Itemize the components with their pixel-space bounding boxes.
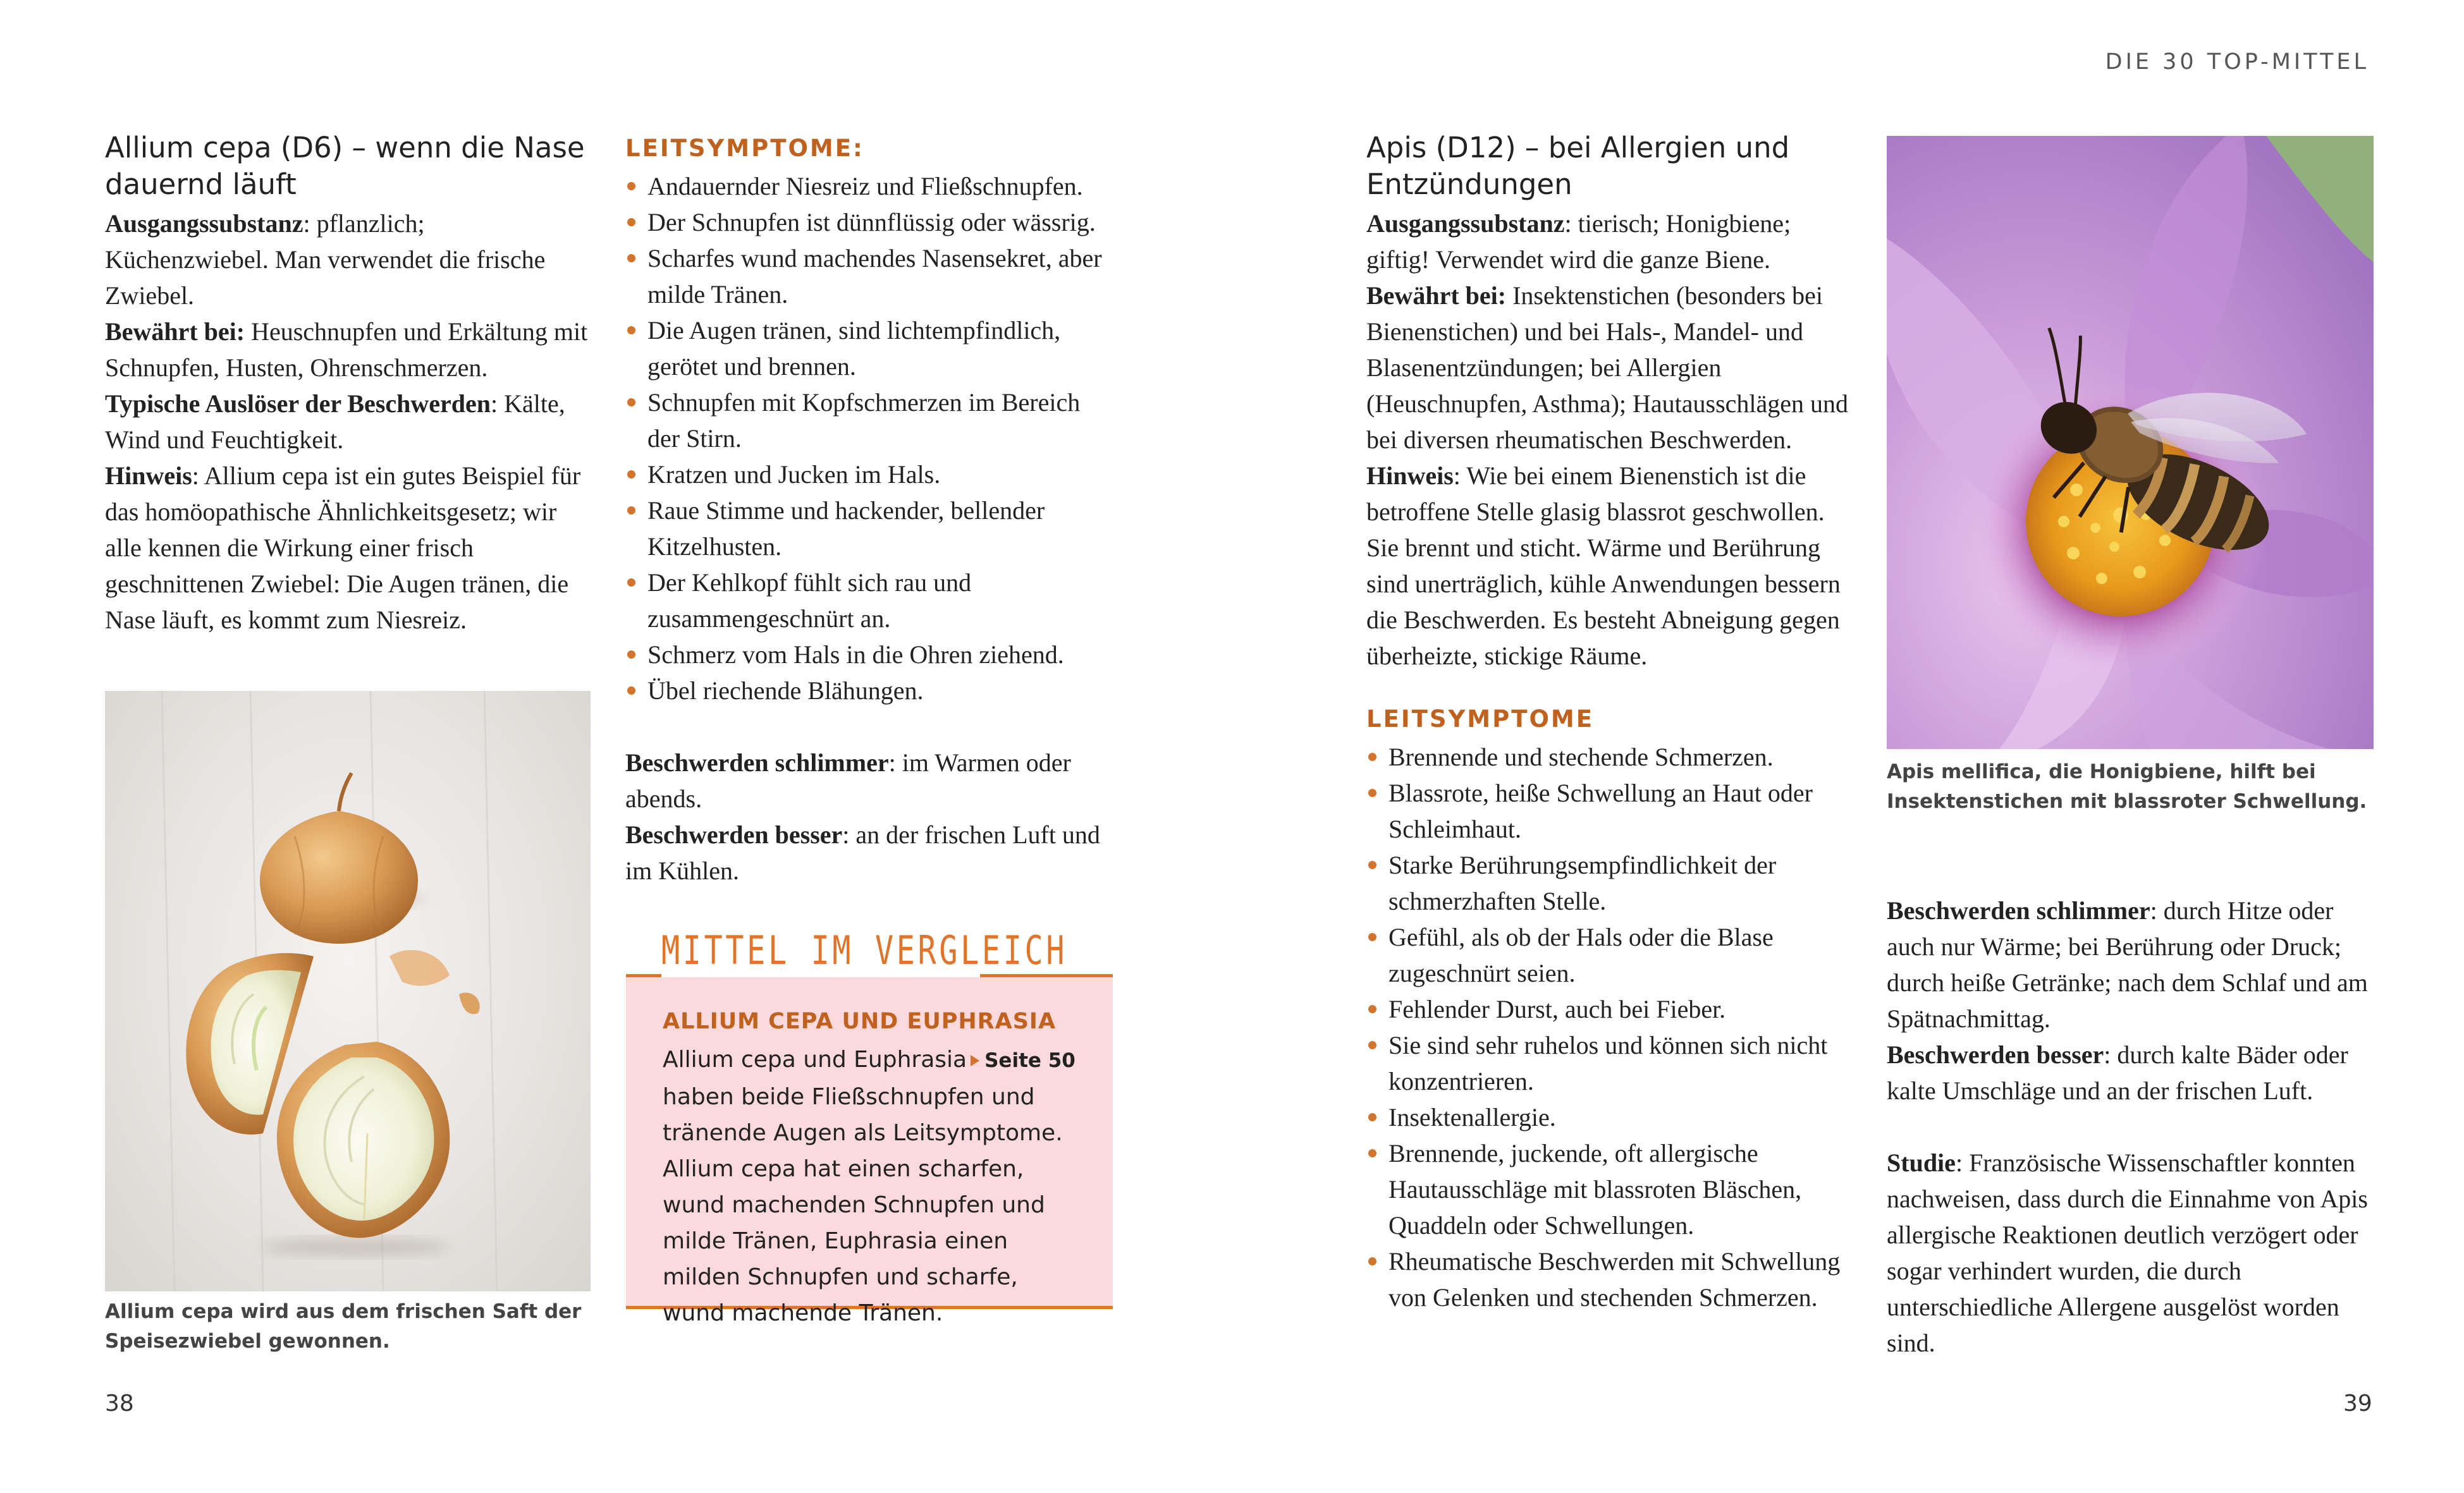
text-hinweis: Allium cepa ist ein gutes Beispiel für das homöopathische Ähnlichkeitsgesetz; wir alle kennen die Wirkung einer frisch geschnittenen Zwiebel: Die Augen tränen, die Nase läuft, es kommt zum Niesreiz. <box>105 461 581 634</box>
onion-illustration <box>105 691 591 1291</box>
text-substance: pflanzlich; Küchenzwiebel. Man verwendet die frische Zwiebel. <box>105 209 546 310</box>
text-bewaehrt: Heuschnupfen und Erkältung mit Schnupfen, Husten, Ohrenschmerzen. <box>105 317 588 382</box>
list-item: Rheumatische Beschwerden mit Schwellung von Gelenken und stechenden Schmerzen. <box>1366 1243 1860 1315</box>
leitsymptome-title-allium: LEITSYMPTOME: <box>625 135 864 162</box>
arrow-right-icon <box>971 1055 979 1066</box>
comparison-box-body <box>626 977 1113 1326</box>
paragraph-substance: Ausgangssubstanz: pflanzlich; Küchenzwiebel. Man verwendet die frische Zwiebel. <box>105 209 546 310</box>
page-number-right: 39 <box>2343 1391 2372 1417</box>
list-item: Brennende, juckende, oft allergische Hautausschläge mit blassroten Bläschen, Quaddeln oder Schwellungen. <box>1366 1135 1860 1243</box>
paragraph-ausloeser: Typische Auslöser der Beschwerden: Kälte, Wind und Feuchtigkeit. <box>105 389 565 454</box>
list-item: Übel riechende Blähungen. <box>625 673 1119 709</box>
remedy-heading-allium: Allium cepa (D6) – wenn die Nase dauernd läuft <box>105 131 585 201</box>
list-item: Schmerz vom Hals in die Ohren ziehend. <box>625 637 1119 673</box>
list-item: Scharfes wund machendes Nasensekret, aber milde Tränen. <box>625 240 1119 312</box>
remedy-description <box>105 205 592 638</box>
list-item: Starke Berührungsempfindlichkeit der schmerzhaften Stelle. <box>1366 847 1860 919</box>
header-rule-left <box>626 974 661 977</box>
paragraph-besser: Beschwerden besser: durch kalte Bäder oder kalte Umschläge und an der frischen Luft. <box>1887 1040 2348 1105</box>
page-reference-link[interactable]: Seite 50 <box>984 1049 1076 1072</box>
paragraph-bewaehrt: Bewährt bei: Insektenstichen (besonders bei Bienenstichen) und bei Hals-, Mandel- und Blasenentzündungen; bei Allergien (Heuschnupfen, Asthma); Hautausschlägen und bei diversen rheumatischen Beschwerden. <box>1366 281 1849 454</box>
list-item: Gefühl, als ob der Hals oder die Blase zugeschnürt seien. <box>1366 919 1860 991</box>
remedy-description-apis <box>1366 205 1860 674</box>
list-item: Brennende und stechende Schmerzen. <box>1366 739 1860 775</box>
page-number-left: 38 <box>105 1391 134 1417</box>
comparison-box <box>626 927 1113 1326</box>
paragraph-schlimmer: Beschwerden schlimmer: durch Hitze oder auch nur Wärme; bei Berührung oder Druck; durch heiße Getränke; nach dem Schlaf und am Spätnachmittag. <box>1887 896 2368 1033</box>
paragraph-bewaehrt <box>105 314 592 386</box>
text-ausloeser: Kälte, Wind und Feuchtigkeit. <box>105 389 565 454</box>
right-column-1 <box>1366 130 1860 1315</box>
label-besser: Beschwerden besser <box>625 820 843 849</box>
list-item: Schnupfen mit Kopfschmerzen im Bereich der Stirn. <box>625 384 1119 456</box>
onion-photo <box>105 691 591 1291</box>
comparison-box-header <box>626 929 1113 977</box>
remedy-heading-apis: Apis (D12) – bei Allergien und Entzündungen <box>1366 131 1790 201</box>
list-item: Fehlender Durst, auch bei Fieber. <box>1366 991 1860 1027</box>
list-item: Der Schnupfen ist dünnflüssig oder wässrig. <box>625 204 1119 240</box>
label-bewaehrt: Bewährt bei: <box>105 317 245 346</box>
paragraph-hinweis: Hinweis: Wie bei einem Bienenstich ist die betroffene Stelle glasig blassrot geschwollen. Sie brennt und sticht. Wärme und Berührung sind unerträglich, kühle Anwendungen bessern die Beschwerden. Es besteht Abneigung gegen überheizte, stickige Räume. <box>1366 461 1841 670</box>
left-column-1 <box>105 130 592 638</box>
label-ausloeser: Typische Auslöser der Beschwerden <box>105 389 491 418</box>
bee-flower-illustration <box>1887 136 2374 749</box>
list-item: Blassrote, heiße Schwellung an Haut oder Schleimhaut. <box>1366 775 1860 847</box>
list-item: Sie sind sehr ruhelos und können sich nicht konzentrieren. <box>1366 1027 1860 1099</box>
running-head: DIE 30 TOP-MITTEL <box>2105 49 2369 75</box>
leitsymptome-title-apis: LEITSYMPTOME <box>1366 705 1595 733</box>
left-column-2 <box>625 135 1119 889</box>
paragraph-studie: Studie: Französische Wissenschaftler konnten nachweisen, dass durch die Einnahme von Apis allergische Reaktionen deutlich verzögert oder sogar verhindert wurden, die durch unterschiedliche Allergene ausgelöst worden sind. <box>1887 1149 2368 1357</box>
paragraph-schlimmer: Beschwerden schlimmer: im Warmen oder abends. <box>625 748 1071 813</box>
text-besser: an der frischen Luft und im Kühlen. <box>625 820 1100 885</box>
leitsymptome-list-allium <box>625 168 1119 709</box>
right-column-2 <box>1887 893 2386 1361</box>
comparison-title: ALLIUM CEPA UND EUPHRASIA <box>663 1009 1057 1034</box>
text-schlimmer: im Warmen oder abends. <box>625 748 1071 813</box>
list-item: Der Kehlkopf fühlt sich rau und zusammengeschnürt an. <box>625 564 1119 637</box>
comparison-box-header-text: MITTEL IM VERGLEICH <box>661 927 1068 973</box>
list-item: Insektenallergie. <box>1366 1099 1860 1135</box>
bee-image-caption: Apis mellifica, die Honigbiene, hilft bei Insektenstichen mit blassroter Schwellung. <box>1887 760 2367 813</box>
paragraph-hinweis: Hinweis: Allium cepa ist ein gutes Beispiel für das homöopathische Ähnlichkeitsgesetz; wir alle kennen die Wirkung einer frisch geschnittenen Zwiebel: Die Augen tränen, die Nase läuft, es kommt zum Niesreiz. <box>105 461 581 634</box>
paragraph-besser: Beschwerden besser: an der frischen Luft und im Kühlen. <box>625 820 1100 885</box>
label-substance: Ausgangssubstanz <box>105 209 303 238</box>
list-item: Kratzen und Jucken im Hals. <box>625 456 1119 492</box>
list-item: Raue Stimme und hackender, bellender Kitzelhusten. <box>625 492 1119 564</box>
comparison-text: Allium cepa und Euphrasia Seite 50 haben beide Fließschnupfen und tränende Augen als Leitsymptome. Allium cepa hat einen scharfen, wund machenden Schnupfen und milde Tränen, Euphrasia einen milden Schnupfen und scharfe, wund machende Tränen. <box>663 1047 1076 1326</box>
list-item: Die Augen tränen, sind lichtempfindlich, gerötet und brennen. <box>625 312 1119 384</box>
label-hinweis: Hinweis <box>105 461 192 490</box>
header-rule-right <box>980 974 1113 977</box>
leitsymptome-list-apis <box>1366 739 1860 1315</box>
paragraph-substance: Ausgangssubstanz: tierisch; Honigbiene; giftig! Verwendet wird die ganze Biene. <box>1366 209 1791 274</box>
modalities-apis <box>1887 893 2386 1361</box>
modalities-allium <box>625 745 1119 889</box>
onion-image-caption: Allium cepa wird aus dem frischen Saft der Speisezwiebel gewonnen. <box>105 1300 582 1353</box>
list-item: Andauernder Niesreiz und Fließschnupfen. <box>625 168 1119 204</box>
label-schlimmer: Beschwerden schlimmer <box>625 748 889 777</box>
bee-photo <box>1887 136 2374 749</box>
